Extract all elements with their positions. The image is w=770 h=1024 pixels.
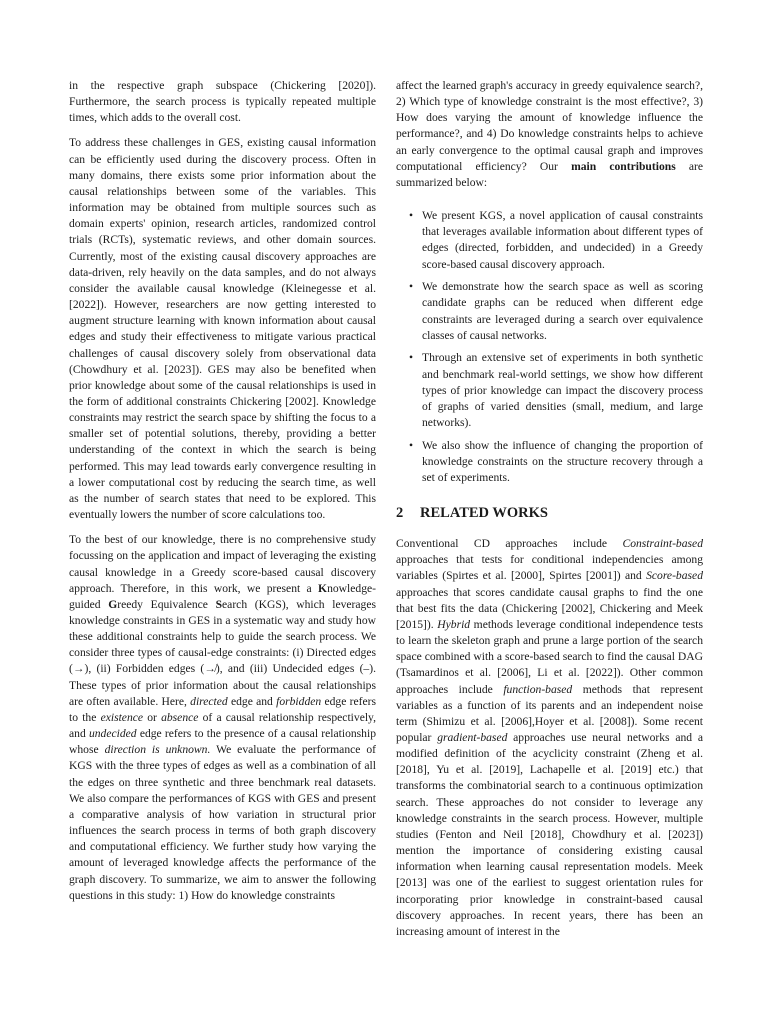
paragraph: in the respective graph subspace (Chickering [2020]). Furthermore, the search process is typically repeated multiple times, which adds to the overall cost. (69, 79, 376, 125)
paragraph: Conventional CD approaches include Constraint-based approaches that tests for conditional independencies among variables (Spirtes et al. [2000], Spirtes [2001]) and Score-based approaches that scores candidate causal graphs to find the one that best fits the data (Chickering [2002], Chickering and Meek [2015]). Hybrid methods leverage conditional independence tests to learn the skeleton graph and prune a large portion of the search space combined with a score-based search to find the causal DAG (Tsamardinos et al. [2006], Li et al. [2022]). Other common approaches include function-based methods that represent variables as a function of its parents and an independent noise term (Shimizu et al. [2006],Hoyer et al. [2008]). Some recent popular gradient-based approaches use neural networks and a modified definition of the acyclicity constraint (Zheng et al. [2018], Yu et al. [2019], Lachapelle et al. [2019] etc.) that transforms the combinatorial search to a continuous optimization search. These approaches do not consider to leverage any knowledge constraints in the search process. However, multiple studies (Fenton and Neil [2018], Chowdhury et al. [2023]) mention the importance of considering existing causal information when learning causal representation models. Meek [2013] was one of the earliest to suggest orientation rules for incorporating prior knowledge in constraint-based causal discovery approaches. In recent years, there has been an increasing amount of interest in the (396, 537, 703, 938)
right-column (396, 78, 703, 949)
list-item: • We present KGS, a novel application of causal constraints that leverages available information about different types of edges (directed, forbidden, and undecided) in a Greedy score-based causal discovery approach. (422, 208, 703, 273)
section-number: 2 (396, 505, 404, 522)
section-heading (396, 504, 703, 522)
left-column (69, 78, 376, 913)
paragraph: affect the learned graph's accuracy in greedy equivalence search?, 2) Which type of knowledge constraint is the most effective?, 3) How does varying the amount of knowledge influence the performance?, and 4) Do knowledge constraints helps to achieve an early convergence to the optimal causal graph and improves computational efficiency? Our main contributions are summarized below: (396, 79, 704, 189)
section-title: RELATED WORKS (420, 505, 548, 522)
list-item: • We also show the influence of changing the proportion of knowledge constraints on the structure recovery through a set of experiments. (422, 438, 703, 486)
paragraph: To address these challenges in GES, existing causal information can be efficiently used during the discovery process. Often in many domains, there exists some prior information about the causal relationships between some of the variables. This information may be obtained from multiple sources such as domain experts' opinion, research articles, randomized control trials (RCTs), systematic reviews, and other domain sources. Currently, most of the existing causal discovery approaches are data-driven, rely heavily on the data samples, and do not always consider the available causal knowledge (Kleinegesse et al. [2022]). However, researchers are now getting interested to augment structure learning with known information about causal edges and study their effectiveness to mitigate various practical challenges of causal discovery solely from observational data (Chowdhury et al. [2023]). GES may also be benefited when prior knowledge about some of the causal relationships is used in the form of additional constraints Chickering [2002]. Knowledge constraints may restrict the search space by shifting the focus to a smaller set of potential solutions, thereby, providing a better understanding of the context in which the search is being performed. This may lead towards early convergence resulting in a lower computational cost by reducing the search time, as well as the number of search states that need to be explored. This eventually lowers the number of score calculations too. (69, 136, 376, 522)
list-item: • Through an extensive set of experiments in both synthetic and benchmark real-world settings, we show how different types of prior knowledge can impact the discovery process of graphs of varied densities (small, medium, and large networks). (422, 350, 703, 431)
contributions-list (396, 208, 703, 486)
list-item: • We demonstrate how the search space as well as scoring candidate graphs can be reduced when different edge constraints are leveraged during a search over equivalence classes of causal networks. (422, 279, 703, 344)
paragraph: To the best of our knowledge, there is no comprehensive study focussing on the application and impact of leveraging the existing causal knowledge in a Greedy score-based causal discovery approach. Therefore, in this work, we present a Knowledge-guided Greedy Equivalence Search (KGS), which leverages knowledge constraints in GES in a systematic way and study how these additional constraints help to guide the search process. We consider three types of causal-edge constraints: (i) Directed edges (→), (ii) Forbidden edges (↛), and (iii) Undecided edges (–). These types of prior information about the causal relationships are often available. Here, directed edge and forbidden edge refers to the existence or absence of a causal relationship respectively, and undecided edge refers to the presence of a causal relationship whose direction is unknown. We evaluate the performance of KGS with the three types of edges as well as a combination of all the edges on three synthetic and three benchmark real datasets. We also compare the performances of KGS with GES and present a comparative analysis of how variation in structural prior influences the search process in terms of both graph discovery and computational efficiency. We further study how varying the amount of leveraged knowledge affects the performance of the graph discovery. To summarize, we aim to answer the following questions in this study: 1) How do knowledge constraints (69, 533, 377, 902)
